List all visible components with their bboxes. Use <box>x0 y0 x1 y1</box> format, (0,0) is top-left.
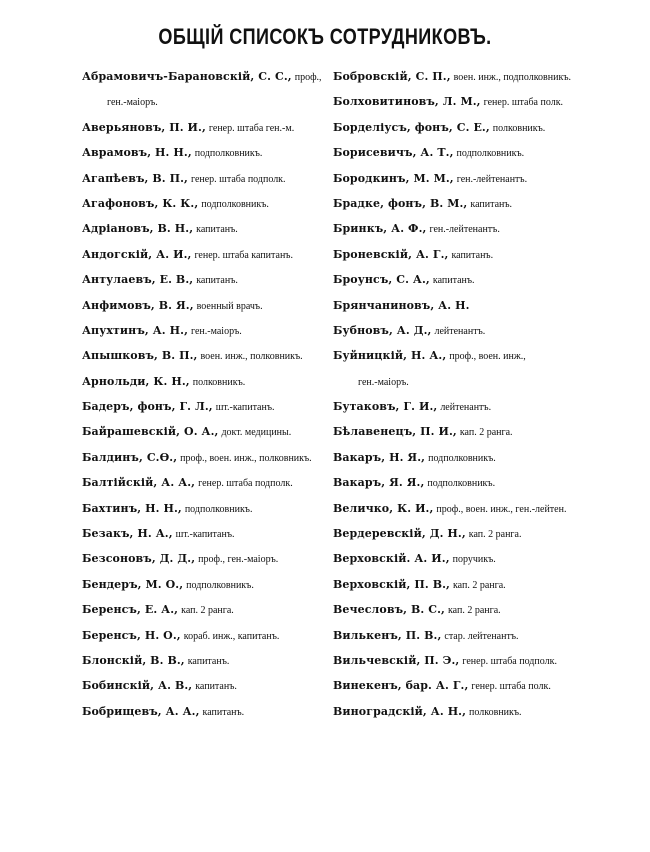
staff-entry <box>333 626 583 651</box>
staff-entry <box>333 676 583 701</box>
staff-name: Бобрищевъ, А. А., <box>82 704 200 718</box>
staff-rank: проф., ген.-маіоръ. <box>198 554 279 566</box>
staff-entry <box>82 296 332 321</box>
staff-rank: полковникъ. <box>192 376 246 388</box>
staff-entry <box>333 92 583 117</box>
staff-rank: кап. 2 ранга. <box>468 529 522 541</box>
staff-name: Агапѣевъ, В. П., <box>82 171 188 185</box>
staff-entry <box>82 702 332 727</box>
staff-name: Байрашевскій, О. А., <box>82 425 219 439</box>
staff-rank: подполковникъ. <box>194 148 263 160</box>
staff-name: Бутаковъ, Г. И., <box>333 400 438 414</box>
staff-rank: кап. 2 ранга. <box>447 605 501 617</box>
staff-entry <box>82 651 332 676</box>
staff-rank: генер. штаба полк. <box>483 97 564 109</box>
staff-name: Винекенъ, бар. А. Г., <box>333 679 469 693</box>
staff-name: Броневскій, А. Г., <box>333 247 449 261</box>
staff-entry <box>82 67 332 92</box>
staff-entry <box>333 422 583 447</box>
staff-name: Вердеревскій, Д. Н., <box>333 527 466 541</box>
staff-name: Брадке, фонъ, В. М., <box>333 196 468 210</box>
staff-rank: стар. лейтенантъ. <box>444 630 519 642</box>
staff-entry <box>82 422 332 447</box>
staff-rank: кап. 2 ранга. <box>452 579 506 591</box>
staff-rank: генер. штаба капитанъ. <box>194 249 293 261</box>
staff-name: Андогскій, А. И., <box>82 247 192 261</box>
staff-list-right-column <box>333 67 583 727</box>
staff-name: Буйницкій, Н. А., <box>333 349 447 363</box>
staff-entry <box>333 549 583 574</box>
staff-entry <box>82 524 332 549</box>
staff-name: Безакъ, Н. А., <box>82 527 173 541</box>
staff-rank: проф., воен. инж., <box>449 351 526 363</box>
staff-entry <box>333 397 583 422</box>
staff-entry <box>333 219 583 244</box>
staff-rank: военный врачъ. <box>196 300 263 312</box>
staff-rank: ген.-лейтенантъ. <box>456 173 528 185</box>
staff-name: Аврамовъ, Н. Н., <box>82 146 192 160</box>
staff-rank: полковникъ. <box>492 122 546 134</box>
staff-entry <box>82 575 332 600</box>
staff-name: Адріановъ, В. Н., <box>82 222 194 236</box>
staff-entry <box>333 702 583 727</box>
staff-entry <box>82 270 332 295</box>
staff-entry <box>333 270 583 295</box>
staff-name: Вакаръ, Н. Я., <box>333 450 426 464</box>
staff-entry <box>82 321 332 346</box>
staff-rank: подполковникъ. <box>428 452 496 464</box>
staff-rank: проф., воен. инж., ген.-лейтен. <box>436 503 567 515</box>
staff-name: Вечесловъ, В. С., <box>333 603 445 617</box>
staff-rank: докт. медицины. <box>221 427 292 439</box>
staff-name: Броунсъ, С. А., <box>333 273 430 287</box>
staff-entry <box>82 219 332 244</box>
staff-entry <box>82 118 332 143</box>
staff-entry <box>333 473 583 498</box>
staff-entry <box>82 346 332 371</box>
staff-name: Виноградскій, А. Н., <box>333 704 467 718</box>
staff-rank: генер. штаба подполк. <box>462 655 557 667</box>
staff-rank: генер. штаба ген.-м. <box>208 122 295 134</box>
staff-entry <box>333 296 583 321</box>
staff-name: Бубновъ, А. Д., <box>333 323 432 337</box>
page-title: ОБЩІЙ СПИСОКЪ СОТРУДНИКОВЪ. <box>158 24 492 49</box>
entry-continuation <box>82 92 332 117</box>
staff-rank: лейтенантъ. <box>440 402 492 414</box>
staff-rank: капитанъ. <box>451 249 494 261</box>
staff-entry <box>333 651 583 676</box>
staff-name: Агафоновъ, К. К., <box>82 196 199 210</box>
staff-rank: подполковникъ. <box>427 478 496 490</box>
staff-entry <box>333 143 583 168</box>
staff-entry <box>333 575 583 600</box>
staff-name: Абрамовичъ-Барановскій, С. С., <box>82 70 292 83</box>
staff-entry <box>82 245 332 270</box>
staff-rank: подполковникъ. <box>184 503 253 515</box>
staff-name: Беренсъ, Н. О., <box>82 628 181 642</box>
staff-rank: капитанъ. <box>202 706 245 718</box>
staff-name: Арнольди, К. Н., <box>82 374 190 388</box>
staff-entry <box>82 626 332 651</box>
staff-rank: шт.-капитанъ. <box>215 402 275 414</box>
staff-rank: ген.-маіоръ. <box>107 97 158 109</box>
staff-name: Брянчаниновъ, А. Н. <box>333 298 470 312</box>
staff-rank: ген.-лейтенантъ. <box>429 224 500 236</box>
staff-name: Бобровскій, С. П., <box>333 70 451 83</box>
staff-rank: кап. 2 ранга. <box>181 605 234 617</box>
staff-entry <box>333 600 583 625</box>
staff-entry <box>333 67 583 92</box>
staff-rank: ген.-маіоръ. <box>191 325 242 337</box>
staff-name: Балдинъ, С.Ѳ., <box>82 450 178 464</box>
staff-name: Бендеръ, М. О., <box>82 577 184 591</box>
entry-continuation <box>333 372 583 397</box>
staff-rank: проф., <box>294 72 322 83</box>
staff-rank: поручикъ. <box>452 554 496 566</box>
staff-name: Анфимовъ, В. Я., <box>82 298 194 312</box>
staff-list-left-column <box>82 67 332 727</box>
staff-name: Верховскій. А. И., <box>333 552 450 566</box>
staff-rank: шт.-капитанъ. <box>175 529 235 541</box>
staff-name: Безсоновъ, Д. Д., <box>82 552 196 566</box>
staff-name: Вильчевскій, П. Э., <box>333 653 460 667</box>
staff-name: Блонскій, В. В., <box>82 653 185 667</box>
staff-name: Бахтинъ, Н. Н., <box>82 501 182 515</box>
staff-entry <box>333 321 583 346</box>
staff-name: Балтійскій, А. А., <box>82 476 196 490</box>
staff-entry <box>333 346 583 371</box>
staff-name: Антулаевъ, Е. В., <box>82 273 194 287</box>
staff-name: Бѣлавенецъ, П. И., <box>333 425 457 439</box>
staff-entry <box>333 194 583 219</box>
staff-entry <box>82 448 332 473</box>
staff-rank: воен. инж., полковникъ. <box>200 351 303 363</box>
staff-rank: капитанъ. <box>196 275 238 287</box>
staff-entry <box>82 549 332 574</box>
staff-name: Величко, К. И., <box>333 501 434 515</box>
staff-rank: воен. инж., подполковникъ. <box>453 72 571 83</box>
staff-name: Аверьяновъ, П. И., <box>82 120 206 134</box>
staff-rank: капитанъ. <box>470 198 513 210</box>
staff-name: Борделіусъ, фонъ, С. Е., <box>333 120 490 134</box>
staff-entry <box>82 143 332 168</box>
staff-rank: подполковникъ. <box>456 148 525 160</box>
staff-rank: проф., воен. инж., полковникъ. <box>180 452 312 464</box>
staff-entry <box>333 524 583 549</box>
staff-name: Вакаръ, Я. Я., <box>333 476 425 490</box>
staff-rank: ген.-маіоръ. <box>358 376 409 388</box>
staff-name: Апухтинъ, А. Н., <box>82 323 189 337</box>
staff-rank: кап. 2 ранга. <box>459 427 513 439</box>
staff-entry <box>333 448 583 473</box>
staff-entry <box>82 473 332 498</box>
staff-rank: генер. штаба подполк. <box>198 478 293 490</box>
staff-name: Бобинскій, А. В., <box>82 679 193 693</box>
staff-rank: генер. штаба подполк. <box>190 173 286 185</box>
staff-name: Бринкъ, А. Ф., <box>333 222 427 236</box>
staff-entry <box>82 397 332 422</box>
staff-rank: капитанъ. <box>432 275 475 287</box>
staff-entry <box>82 676 332 701</box>
staff-rank: капитанъ. <box>195 681 237 693</box>
staff-name: Вилькенъ, П. В., <box>333 628 442 642</box>
staff-entry <box>82 372 332 397</box>
staff-name: Беренсъ, Е. А., <box>82 603 179 617</box>
staff-rank: лейтенантъ. <box>434 325 486 337</box>
staff-rank: полковникъ. <box>469 706 522 718</box>
staff-rank: подполковникъ. <box>201 198 269 210</box>
staff-rank: капитанъ. <box>196 224 238 236</box>
staff-rank: капитанъ. <box>187 655 230 667</box>
staff-name: Бадеръ, фонъ, Г. Л., <box>82 400 213 414</box>
staff-name: Верховскій, П. В., <box>333 577 450 591</box>
staff-rank: генер. штаба полк. <box>471 681 551 693</box>
staff-entry <box>333 245 583 270</box>
staff-entry <box>82 169 332 194</box>
staff-entry <box>333 499 583 524</box>
staff-entry <box>333 169 583 194</box>
staff-entry <box>333 118 583 143</box>
staff-name: Апышковъ, В. П., <box>82 349 198 363</box>
staff-entry <box>82 600 332 625</box>
staff-rank: кораб. инж., капитанъ. <box>183 630 280 642</box>
staff-rank: подполковникъ. <box>186 579 254 591</box>
staff-entry <box>82 499 332 524</box>
staff-name: Борисевичъ, А. Т., <box>333 146 454 160</box>
staff-entry <box>82 194 332 219</box>
staff-name: Болховитиновъ, Л. М., <box>333 95 481 109</box>
staff-name: Бородкинъ, М. М., <box>333 171 454 185</box>
